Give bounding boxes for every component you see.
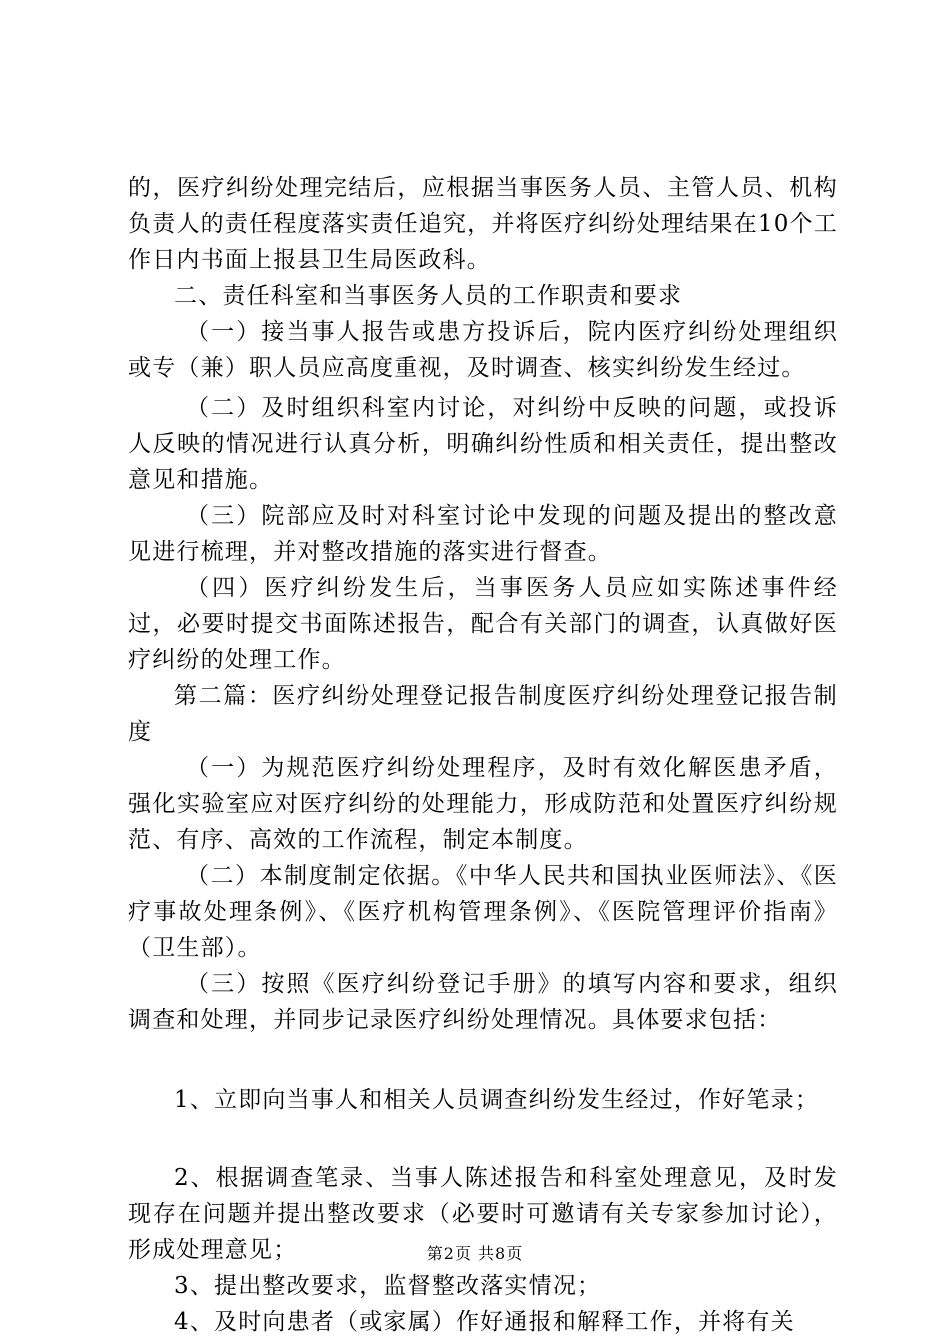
list-item-1: 1、立即向当事人和相关人员调查纠纷发生经过，作好笔录； <box>174 1087 820 1113</box>
document-body <box>128 170 838 1340</box>
paragraph-rule-1: （一）为规范医疗纠纷处理程序，及时有效化解医患矛盾，强化实验室应对医疗纠纷的处理能力，形成防范和处置医疗纠纷规范、有序、高效的工作流程，制定本制度。 <box>128 755 838 853</box>
paragraph-continuation: 的，医疗纠纷处理完结后，应根据当事医务人员、主管人员、机构负责人的责任程度落实责任追究，并将医疗纠纷处理结果在10个工作日内书面上报县卫生局医政科。 <box>128 175 838 273</box>
paragraph-item-4: （四）医疗纠纷发生后，当事医务人员应如实陈述事件经过，必要时提交书面陈述报告，配合有关部门的调查，认真做好医疗纠纷的处理工作。 <box>128 575 838 673</box>
paragraph-rule-2: （二）本制度制定依据。《中华人民共和国执业医师法》、《医疗事故处理条例》、《医疗机构管理条例》、《医院管理评价指南》（卫生部）。 <box>128 863 838 961</box>
paragraph-item-2: （二）及时组织科室内讨论，对纠纷中反映的问题，或投诉人反映的情况进行认真分析，明确纠纷性质和相关责任，提出整改意见和措施。 <box>128 395 838 493</box>
section-heading: 二、责任科室和当事医务人员的工作职责和要求 <box>174 283 683 309</box>
list-item-2: 2、根据调查笔录、当事人陈述报告和科室处理意见，及时发现存在问题并提出整改要求（必要时可邀请有关专家参加讨论），形成处理意见； <box>128 1165 838 1263</box>
page-footer: 第2页 共8页 <box>426 1244 524 1263</box>
paragraph-rule-3: （三）按照《医疗纠纷登记手册》的填写内容和要求，组织调查和处理，并同步记录医疗纠纷处理情况。具体要求包括： <box>128 971 838 1033</box>
paragraph-item-3: （三）院部应及时对科室讨论中发现的问题及提出的整改意见进行梳理，并对整改措施的落实进行督查。 <box>128 503 838 565</box>
list-item-3: 3、提出整改要求，监督整改落实情况； <box>174 1273 602 1299</box>
list-item-4: 4、及时向患者（或家属）作好通报和解释工作，并将有关 <box>174 1309 795 1335</box>
chapter-heading: 第二篇：医疗纠纷处理登记报告制度医疗纠纷处理登记报告制度 <box>128 683 838 745</box>
paragraph-item-1: （一）接当事人报告或患方投诉后，院内医疗纠纷处理组织或专（兼）职人员应高度重视，及时调查、核实纠纷发生经过。 <box>128 319 838 381</box>
